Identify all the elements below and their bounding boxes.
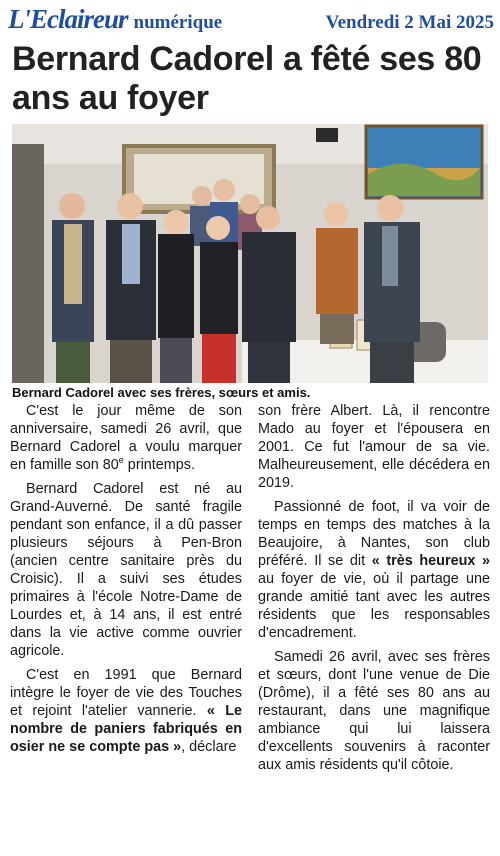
paragraph-text: C'est en 1991 que Bernard intègre le foyer de vie des Touches et rejoint l'atelier vannerie. — [10, 667, 242, 719]
quote: « très heureux » — [371, 553, 490, 569]
person-silhouette — [52, 193, 94, 383]
person-silhouette — [106, 193, 156, 383]
photo-caption: Bernard Cadorel avec ses frères, sœurs et amis. — [12, 385, 311, 400]
article-title: Bernard Cadorel a fêté ses 80 ans au foyer — [12, 40, 482, 117]
group-photo-illustration — [12, 124, 488, 383]
paragraph: Bernard Cadorel est né au Grand-Auverné. De santé fragile pendant son enfance, il a dû passer plusieurs séjours à Pen-Bron (ancien centre sanitaire près du Croisic). Il a suivi ses études primaires à l'école Notre-Dame de Lourdes et, à 14 ans, il est entré dans la vie active comme ouvrier agricole. — [10, 481, 242, 659]
paragraph — [10, 402, 242, 474]
edition-label: numérique — [133, 12, 223, 33]
masthead — [8, 4, 494, 40]
newspaper-logo: L'Eclaireur — [8, 4, 128, 34]
article-column-right — [258, 402, 490, 780]
paragraph — [10, 666, 242, 756]
paragraph-text: au foyer de vie, où il partage une grande amitié tant avec les autres résidents que les responsables d'encadrement. — [258, 571, 490, 641]
person-silhouette — [364, 195, 420, 383]
paragraph: Samedi 26 avril, avec ses frères et sœurs, dont l'une venue de Die (Drôme), il a fêté ses 80 ans au restaurant, dans une magnifique ambiance qui lui laissera d'excellents souvenirs à raconter aux amis résidents qu'il côtoie. — [258, 649, 490, 773]
paragraph-text: , déclare — [181, 739, 237, 755]
paragraph — [258, 498, 490, 642]
person-silhouette — [242, 206, 296, 383]
publication-date: Vendredi 2 Mai 2025 — [325, 12, 494, 33]
person-silhouette — [158, 210, 194, 383]
article-column-left — [10, 402, 242, 762]
paragraph-text: printemps. — [123, 457, 195, 473]
quote: « Le nombre de paniers fabriqués en osier ne se compte pas » — [10, 703, 243, 755]
paragraph: son frère Albert. Là, il rencontre Mado au foyer et l'épousera en 2001. Ce fut l'amour de sa vie. Malheureusement, elle décédera en 2019. — [258, 403, 490, 491]
paragraph-text: Passionné de foot, il va voir de temps en temps des matches à la Beaujoire, à Nantes, son club préféré. Il se dit — [258, 499, 490, 569]
paragraph-text: C'est le jour même de son anniversaire, samedi 26 avril, que Bernard Cadorel a voulu marquer en famille son 80 — [10, 403, 242, 473]
article-photo — [12, 124, 488, 383]
ordinal-suffix: e — [118, 455, 124, 466]
